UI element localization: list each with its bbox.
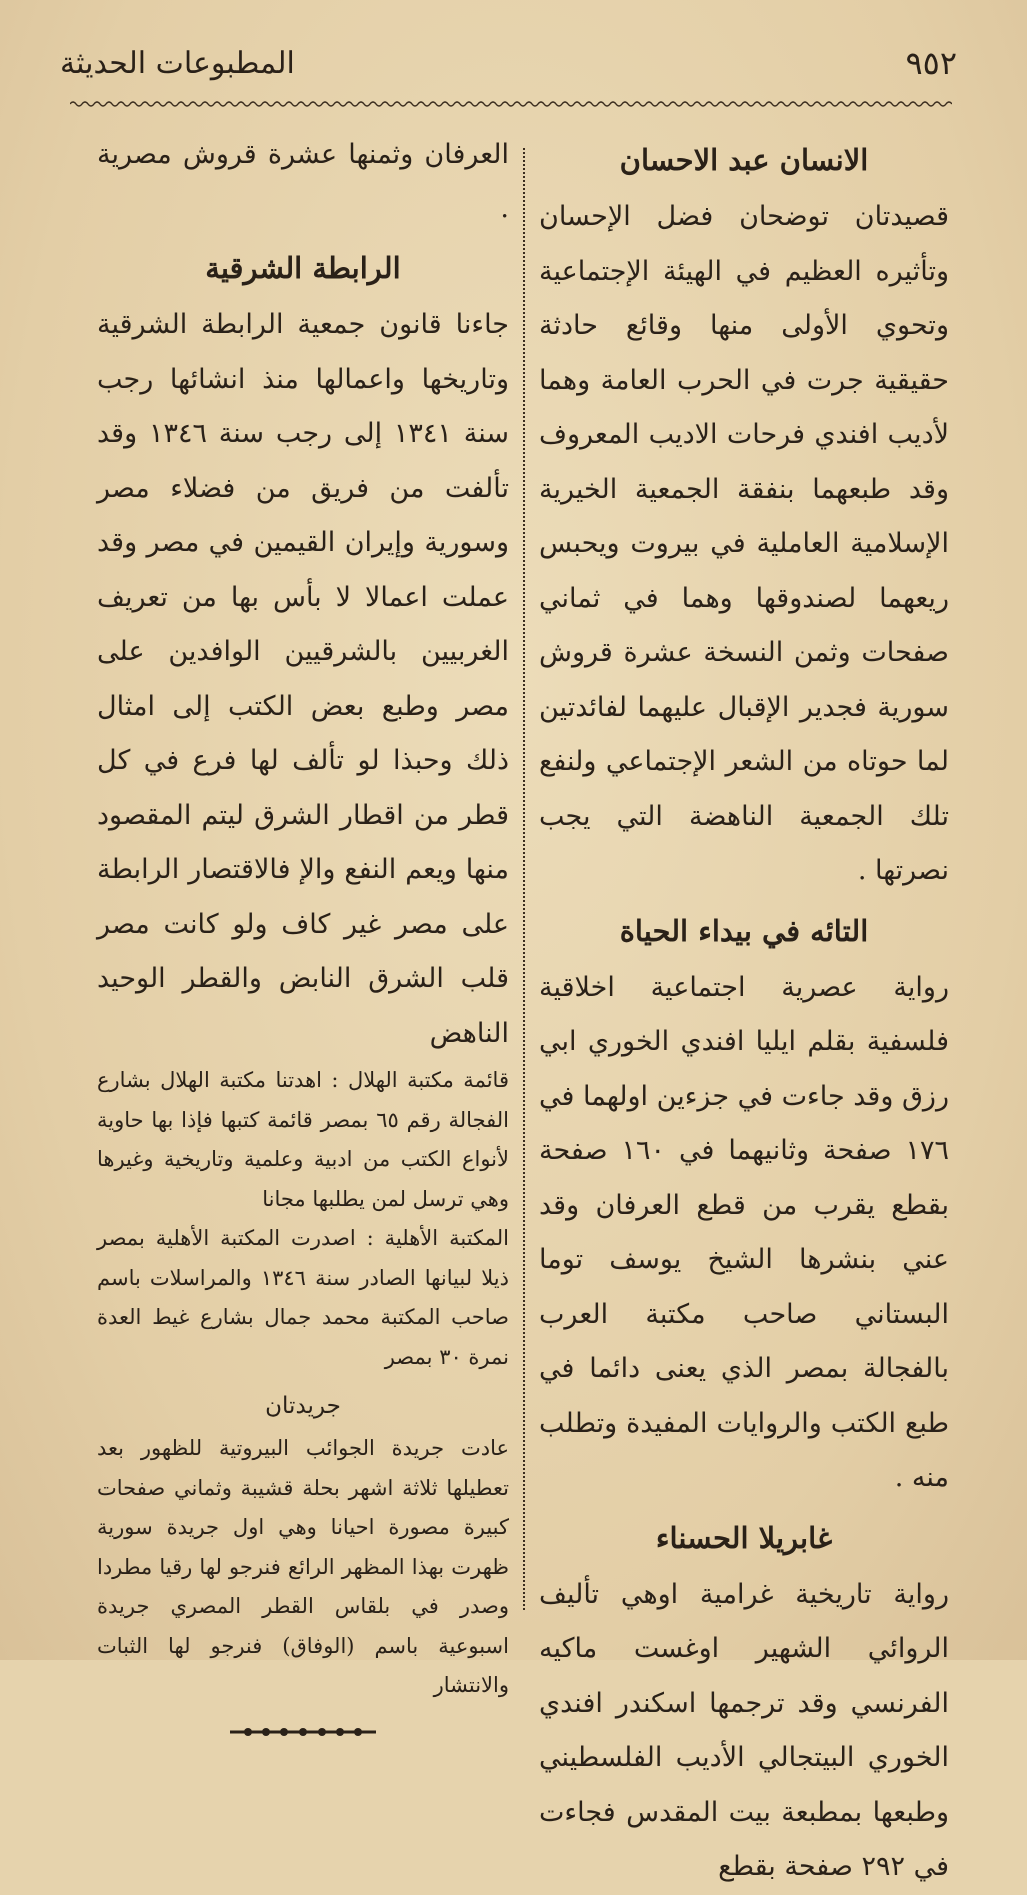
two-column-body xyxy=(58,128,955,1882)
page-header xyxy=(60,38,957,88)
section-title-rabita: الرابطة الشرقية xyxy=(205,251,401,285)
continued-line: العرفان وثمنها عشرة قروش مصرية . xyxy=(97,139,509,224)
article-rabita-body: جاءنا قانون جمعية الرابطة الشرقية وتاريخها واعمالها منذ انشائها رجب سنة ١٣٤١ إلى رجب سنة ١٣٤٦ وقد تألفت من فريق من فضلاء مصر وسورية وإيران القيمين في مصر وقد عملت اعمالا لا بأس بها من تعريف الغربيين بالشرقيين الوافدين على مصر وطبع بعض الكتب إلى امثال ذلك وحبذا لو تألف لها فرع في كل قطر من اقطار الشرق ليتم المقصود منها ويعم النفع والإ فالاقتصار الرابطة على مصر غير كاف ولو كانت مصر قلب الشرق النابض والقطر الوحيد الناهض xyxy=(97,309,509,1049)
section-title-gabriella: غابريلا الحسناء xyxy=(655,1520,833,1555)
section-title-insan: الانسان عبد الاحسان xyxy=(619,143,869,177)
running-title: المطبوعات الحديثة xyxy=(60,45,295,81)
article-newspapers-body: عادت جريدة الجوائب البيروتية للظهور بعد تعطيلها ثلاثة اشهر بحلة قشيبة وثماني صفحات كبيرة مصورة احيانا وهي اول جريدة سورية ظهرت بهذا المظهر الرائع فنرجو لها رقيا مطردا وصدر في بلقاس القطر المصري جريدة اسبوعية باسم (الوفاق) فنرجو لها الثبات والانتشار xyxy=(97,1436,509,1697)
article-insan-body: قصيدتان توضحان فضل الإحسان وتأثيره العظيم في الهيئة الإجتماعية وتحوي الأولى منها وقائع حادثة حقيقية جرت في الحرب العامة وهما لأديب افندي فرحات الاديب المعروف وقد طبعهما بنفقة الجمعية الخيرية الإسلامية العاملية في بيروت ويحبس ريعهما لصندوقها وهما في ثماني صفحات وثمن النسخة عشرة قروش سورية فجدير الإقبال عليهما لفائدتين لما حوتاه من الشعر الإجتماعي ولنفع تلك الجمعية الناهضة التي يجب نصرتها . xyxy=(539,201,949,886)
article-gabriella-body: رواية تاريخية غرامية اوهي تأليف الروائي الشهير اوغست ماكيه الفرنسي وقد ترجمها اسكندر افندي الخوري البيتجالي الأديب الفلسطيني وطبعها بمطبعة بيت المقدس فجاءت في ٢٩٢ صفحة بقطع xyxy=(539,1578,949,1882)
wavy-header-rule xyxy=(70,100,952,108)
section-title-newspapers: جريدتان xyxy=(265,1393,341,1419)
right-column xyxy=(525,128,955,1882)
column-divider xyxy=(523,148,525,1610)
notice-hilal-library: قائمة مكتبة الهلال : اهدتنا مكتبة الهلال بشارع الفجالة رقم ٦٥ بمصر قائمة كتبها فإذا بها حاوية لأنواع الكتب من ادبية وعلمية وتاريخية وغيرها وهي ترسل لمن يطلبها مجانا xyxy=(97,1068,509,1211)
page-number: ٩٥٢ xyxy=(905,44,957,82)
end-ornament-icon xyxy=(97,1724,509,1743)
left-column xyxy=(95,128,523,1697)
section-title-taih: التائه في بيداء الحياة xyxy=(619,913,869,948)
notice-ahliya-library: المكتبة الأهلية : اصدرت المكتبة الأهلية بمصر ذيلا لبيانها الصادر سنة ١٣٤٦ والمراسلات باسم صاحب المكتبة محمد جمال بشارع غيط العدة نمرة ٣٠ بمصر xyxy=(97,1226,509,1369)
article-taih-body: رواية عصرية اجتماعية اخلاقية فلسفية بقلم ايليا افندي الخوري ابي رزق وقد جاءت في جزءين اولهما في ١٧٦ صفحة وثانيهما في ١٦٠ صفحة بقطع يقرب من قطع العرفان وقد عني بنشرها الشيخ يوسف توما البستاني صاحب مكتبة العرب بالفجالة بمصر الذي يعنى دائما في طبع الكتب والروايات المفيدة وتطلب منه . xyxy=(539,971,950,1493)
